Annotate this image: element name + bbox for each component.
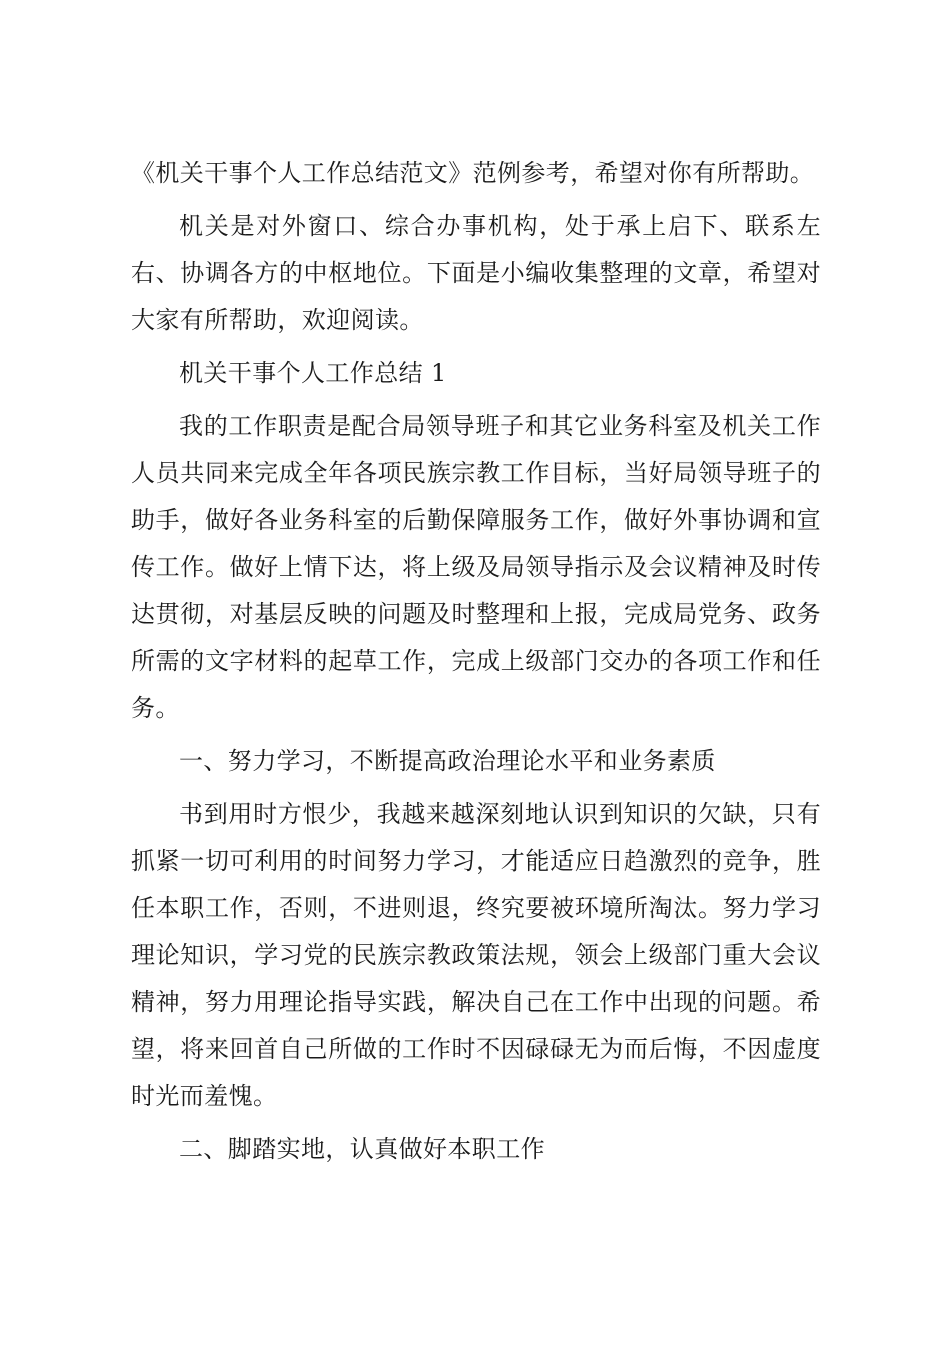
section-title: 机关干事个人工作总结 1: [179, 359, 447, 387]
intro-paragraph: 《机关干事个人工作总结范文》范例参考，希望对你有所帮助。: [131, 159, 815, 187]
study-paragraph: 书到用时方恨少，我越来越深刻地认识到知识的欠缺，只有抓紧一切可利用的时间努力学习，才能适应日趋激烈的竞争，胜任本职工作，否则，不进则退，终究要被环境所淘汰。努力学习理论知识，学习党的民族宗教政策法规，领会上级部门重大会议精神，努力用理论指导实践，解决自己在工作中出现的问题。希望，将来回首自己所做的工作时不因碌碌无为而后悔，不因虚度时光而羞愧。: [131, 800, 821, 1110]
duties-paragraph: 我的工作职责是配合局领导班子和其它业务科室及机关工作人员共同来完成全年各项民族宗教工作目标，当好局领导班子的助手，做好各业务科室的后勤保障服务工作，做好外事协调和宣传工作。做好上情下达，将上级及局领导指示及会议精神及时传达贯彻，对基层反映的问题及时整理和上报，完成局党务、政务所需的文字材料的起草工作，完成上级部门交办的各项工作和任务。: [131, 412, 821, 722]
background-paragraph: 机关是对外窗口、综合办事机构，处于承上启下、联系左右、协调各方的中枢地位。下面是小编收集整理的文章，希望对大家有所帮助，欢迎阅读。: [131, 212, 821, 334]
document-body: [131, 150, 821, 1179]
heading-study: 一、努力学习，不断提高政治理论水平和业务素质: [179, 747, 716, 775]
heading-work: 二、脚踏实地，认真做好本职工作: [179, 1135, 545, 1163]
